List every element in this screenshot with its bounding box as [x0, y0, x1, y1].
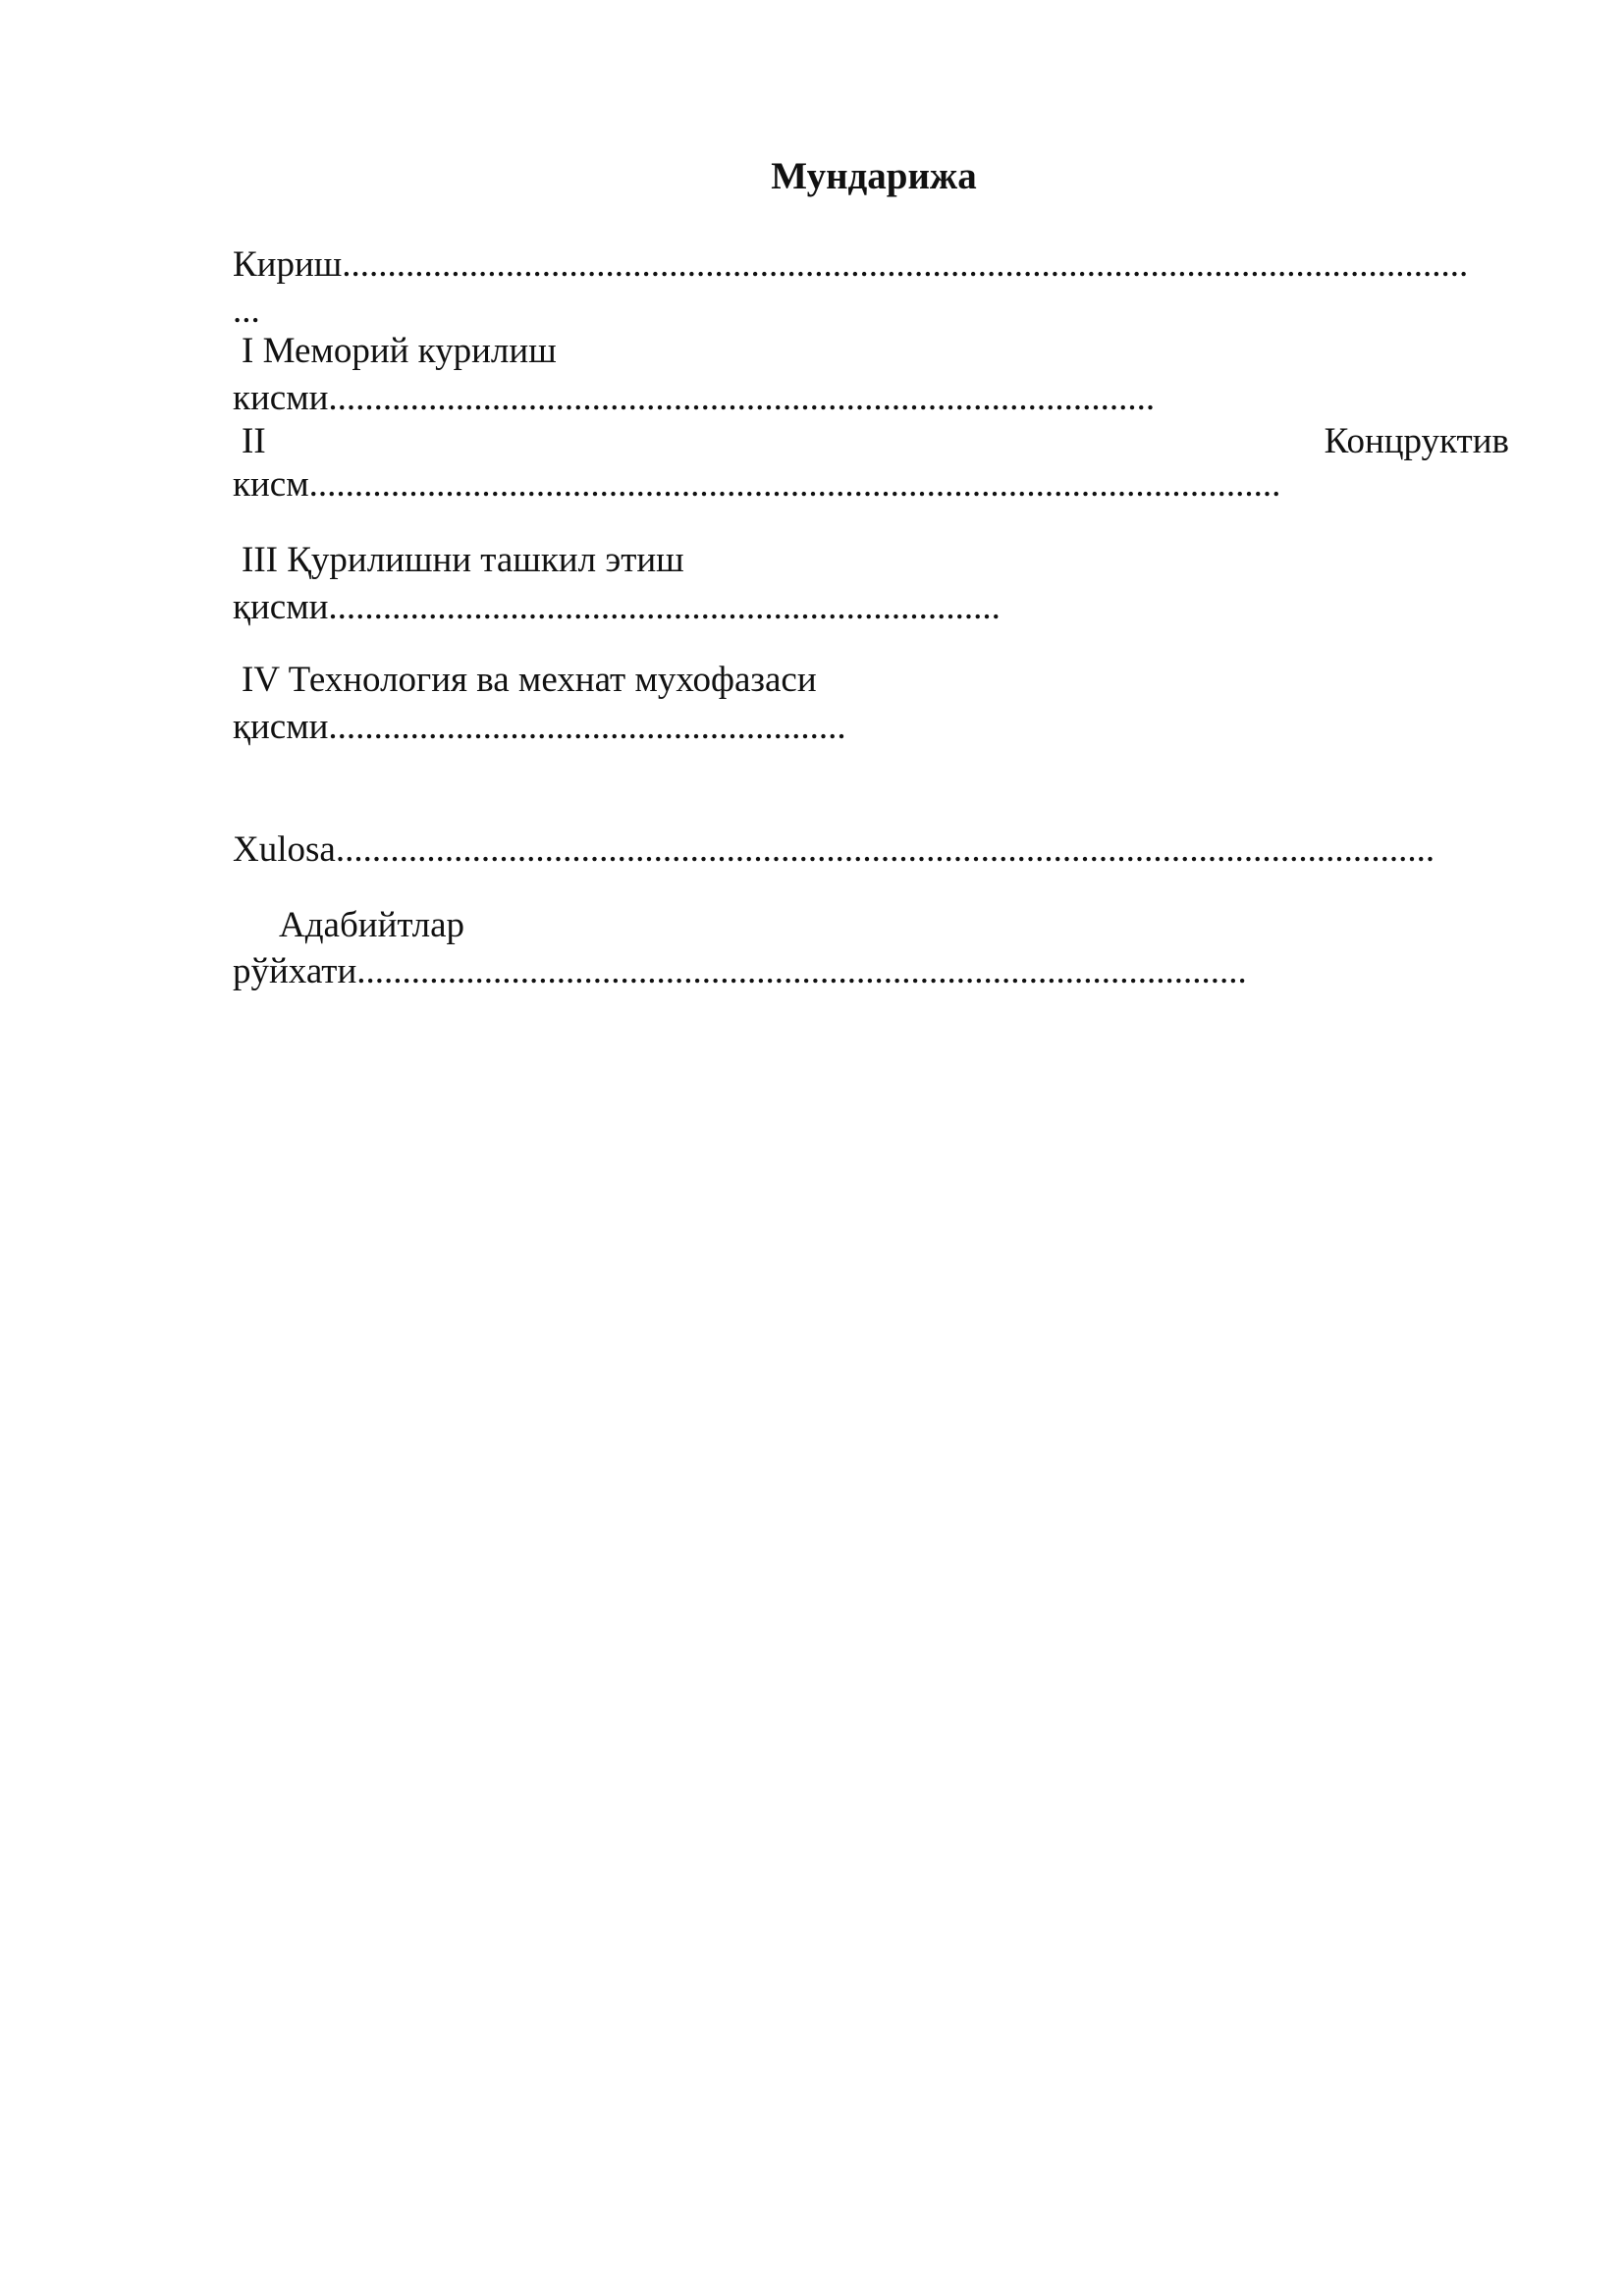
- toc-entry-part4-title: IV Технология ва мехнат мухофазаси: [242, 660, 817, 700]
- toc-entry-part4-continuation: қисми.........................................................: [233, 707, 846, 747]
- toc-entry-intro-continuation: ...: [233, 291, 260, 331]
- toc-entry-part2-word: Концруктив: [1324, 421, 1509, 461]
- toc-entry-conclusion: Xulosa.........................................................................................................................: [233, 829, 1435, 870]
- toc-title: Мундарижа: [771, 155, 977, 197]
- toc-entry-part3-title: III Қурилишни ташкил этиш: [242, 540, 684, 580]
- toc-entry-part3-continuation: қисми..........................................................................: [233, 587, 1001, 627]
- toc-entry-intro: Кириш............................................................................................................................: [233, 244, 1469, 285]
- toc-entry-part2-number: II: [242, 421, 266, 461]
- toc-entry-part1-continuation: кисми...........................................................................................: [233, 378, 1156, 418]
- toc-entry-references-title: Адабийтлар: [279, 905, 465, 945]
- toc-entry-part1-title: I Меморий курилиш: [242, 331, 557, 371]
- toc-entry-references-continuation: рўйхати..................................................................................................: [233, 951, 1247, 991]
- toc-entry-part2-continuation: кисм...........................................................................................................: [233, 464, 1281, 505]
- toc-entry-part2-title: [233, 420, 1509, 463]
